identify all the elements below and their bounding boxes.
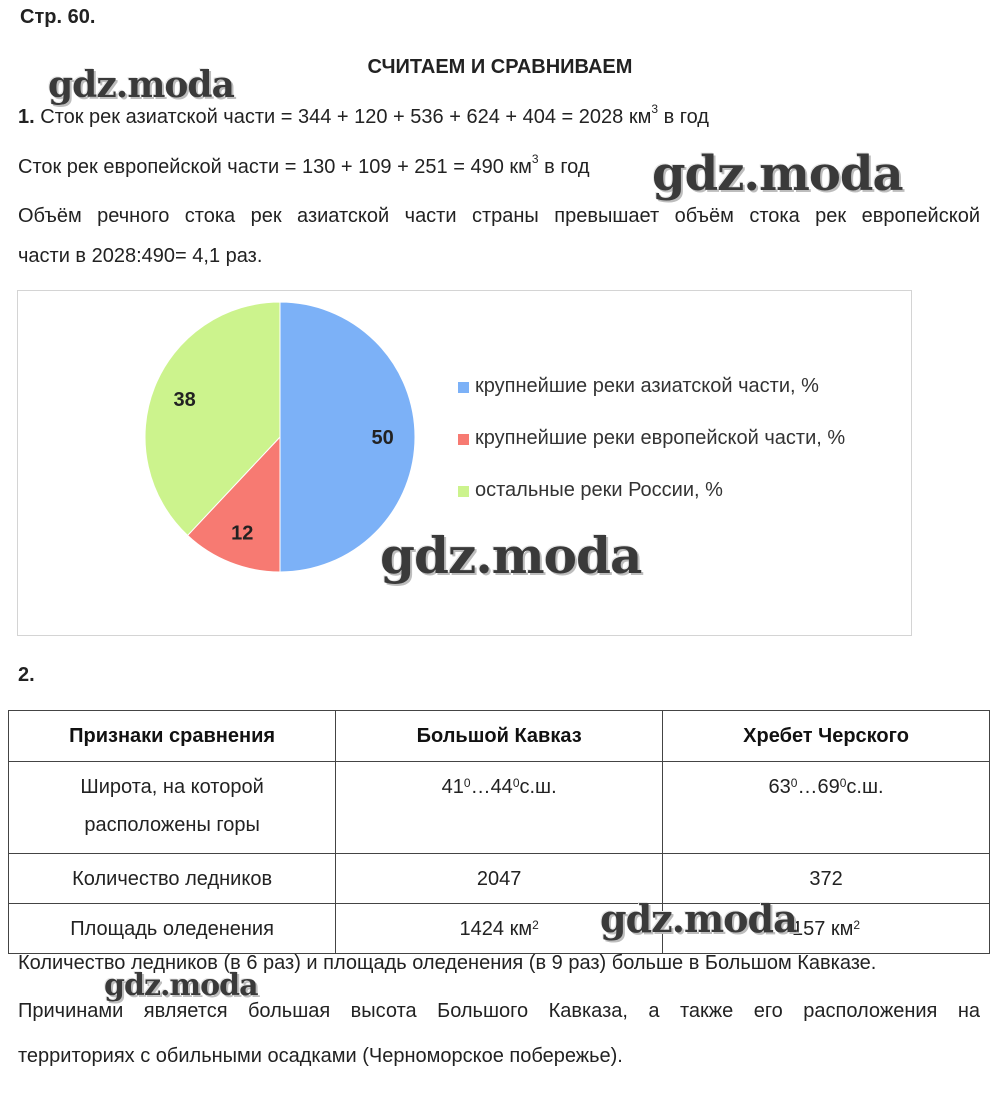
table-header-row — [9, 711, 990, 762]
cherskogo-lat-suffix: с.ш. — [846, 776, 884, 798]
task2-summary: Количество ледников (в 6 раз) и площадь оледенения (в 9 раз) больше в Большом Кавказе. — [18, 952, 877, 974]
glaciers-cherskogo: 372 — [663, 854, 990, 904]
area-cherskogo-exp: 2 — [853, 918, 861, 932]
task1-conclusion-line1: Объём речного стока рек азиатской части страны превышает объём стока рек европейской — [18, 205, 980, 227]
page-reference: Стр. 60. — [20, 6, 96, 28]
area-caucasus-value: 1424 км — [459, 918, 533, 940]
area-feature: Площадь оледенения — [9, 904, 336, 954]
task2-reason-line2: территориях с обильными осадками (Черноморское побережье). — [18, 1045, 623, 1067]
watermark-4: gdz.moda — [600, 896, 797, 941]
task1-number: 1. — [18, 106, 35, 128]
europe-exponent: 3 — [531, 152, 539, 166]
legend-swatch-europe — [458, 434, 469, 445]
header-cherskogo: Хребет Черского — [663, 711, 990, 762]
pie-label-other: 38 — [173, 389, 196, 412]
legend-label-other: остальные реки России, % — [475, 479, 723, 501]
latitude-feature — [9, 762, 336, 854]
task1-conclusion-line2: части в 2028:490= 4,1 раз. — [18, 245, 263, 267]
latitude-cherskogo — [663, 762, 990, 854]
legend-label-asia: крупнейшие реки азиатской части, % — [475, 375, 819, 397]
cherskogo-lat-deg1: 0 — [790, 776, 798, 790]
caucasus-lat-deg1: 0 — [463, 776, 471, 790]
watermark-3: gdz.moda — [380, 526, 642, 585]
table-row-latitude — [9, 762, 990, 854]
asia-runoff-formula: Сток рек азиатской части = 344 + 120 + 536 + 624 + 404 = 2028 км — [40, 106, 652, 128]
task1-europe-line — [18, 152, 590, 179]
europe-runoff-formula: Сток рек европейской части = 130 + 109 + 251 = 490 км — [18, 156, 532, 178]
cherskogo-lat-deg2: 0 — [839, 776, 847, 790]
latitude-caucasus — [336, 762, 663, 854]
task2-reason-line1: Причинами является большая высота Большого Кавказа, а также его расположения на — [18, 1000, 980, 1022]
glaciers-feature: Количество ледников — [9, 854, 336, 904]
asia-per-year: в год — [663, 106, 709, 128]
asia-exponent: 3 — [651, 102, 659, 116]
section-title: СЧИТАЕМ И СРАВНИВАЕМ — [367, 56, 633, 78]
pie-label-europe: 12 — [231, 522, 254, 545]
latitude-feature-line2: расположены горы — [84, 814, 260, 836]
comparison-table — [8, 710, 990, 954]
pie-label-asia: 50 — [371, 427, 394, 449]
table-row-glaciers — [9, 854, 990, 904]
legend-swatch-asia — [458, 382, 469, 393]
task2-number: 2. — [18, 664, 35, 686]
glaciers-caucasus: 2047 — [336, 854, 663, 904]
caucasus-lat-start: 41 — [441, 776, 464, 798]
europe-per-year: в год — [544, 156, 590, 178]
area-caucasus-exp: 2 — [532, 918, 539, 932]
header-features: Признаки сравнения — [9, 711, 336, 762]
legend-swatch-other — [458, 486, 469, 497]
watermark-5: gdz.moda — [104, 968, 258, 1003]
cherskogo-lat-end: …69 — [797, 776, 840, 798]
watermark-1: gdz.moda — [48, 64, 234, 106]
caucasus-lat-deg2: 0 — [512, 776, 520, 790]
latitude-feature-line1: Широта, на которой — [80, 776, 264, 798]
area-cherskogo-value: 157 км — [791, 918, 854, 940]
cherskogo-lat-start: 63 — [768, 776, 791, 798]
caucasus-lat-end: …44 — [470, 776, 513, 798]
task1-asia-line — [18, 102, 709, 129]
table-row-area — [9, 904, 990, 954]
header-caucasus: Большой Кавказ — [336, 711, 663, 762]
caucasus-lat-suffix: с.ш. — [519, 776, 557, 798]
legend-label-europe: крупнейшие реки европейской части, % — [475, 427, 846, 449]
watermark-2: gdz.moda — [652, 146, 903, 202]
